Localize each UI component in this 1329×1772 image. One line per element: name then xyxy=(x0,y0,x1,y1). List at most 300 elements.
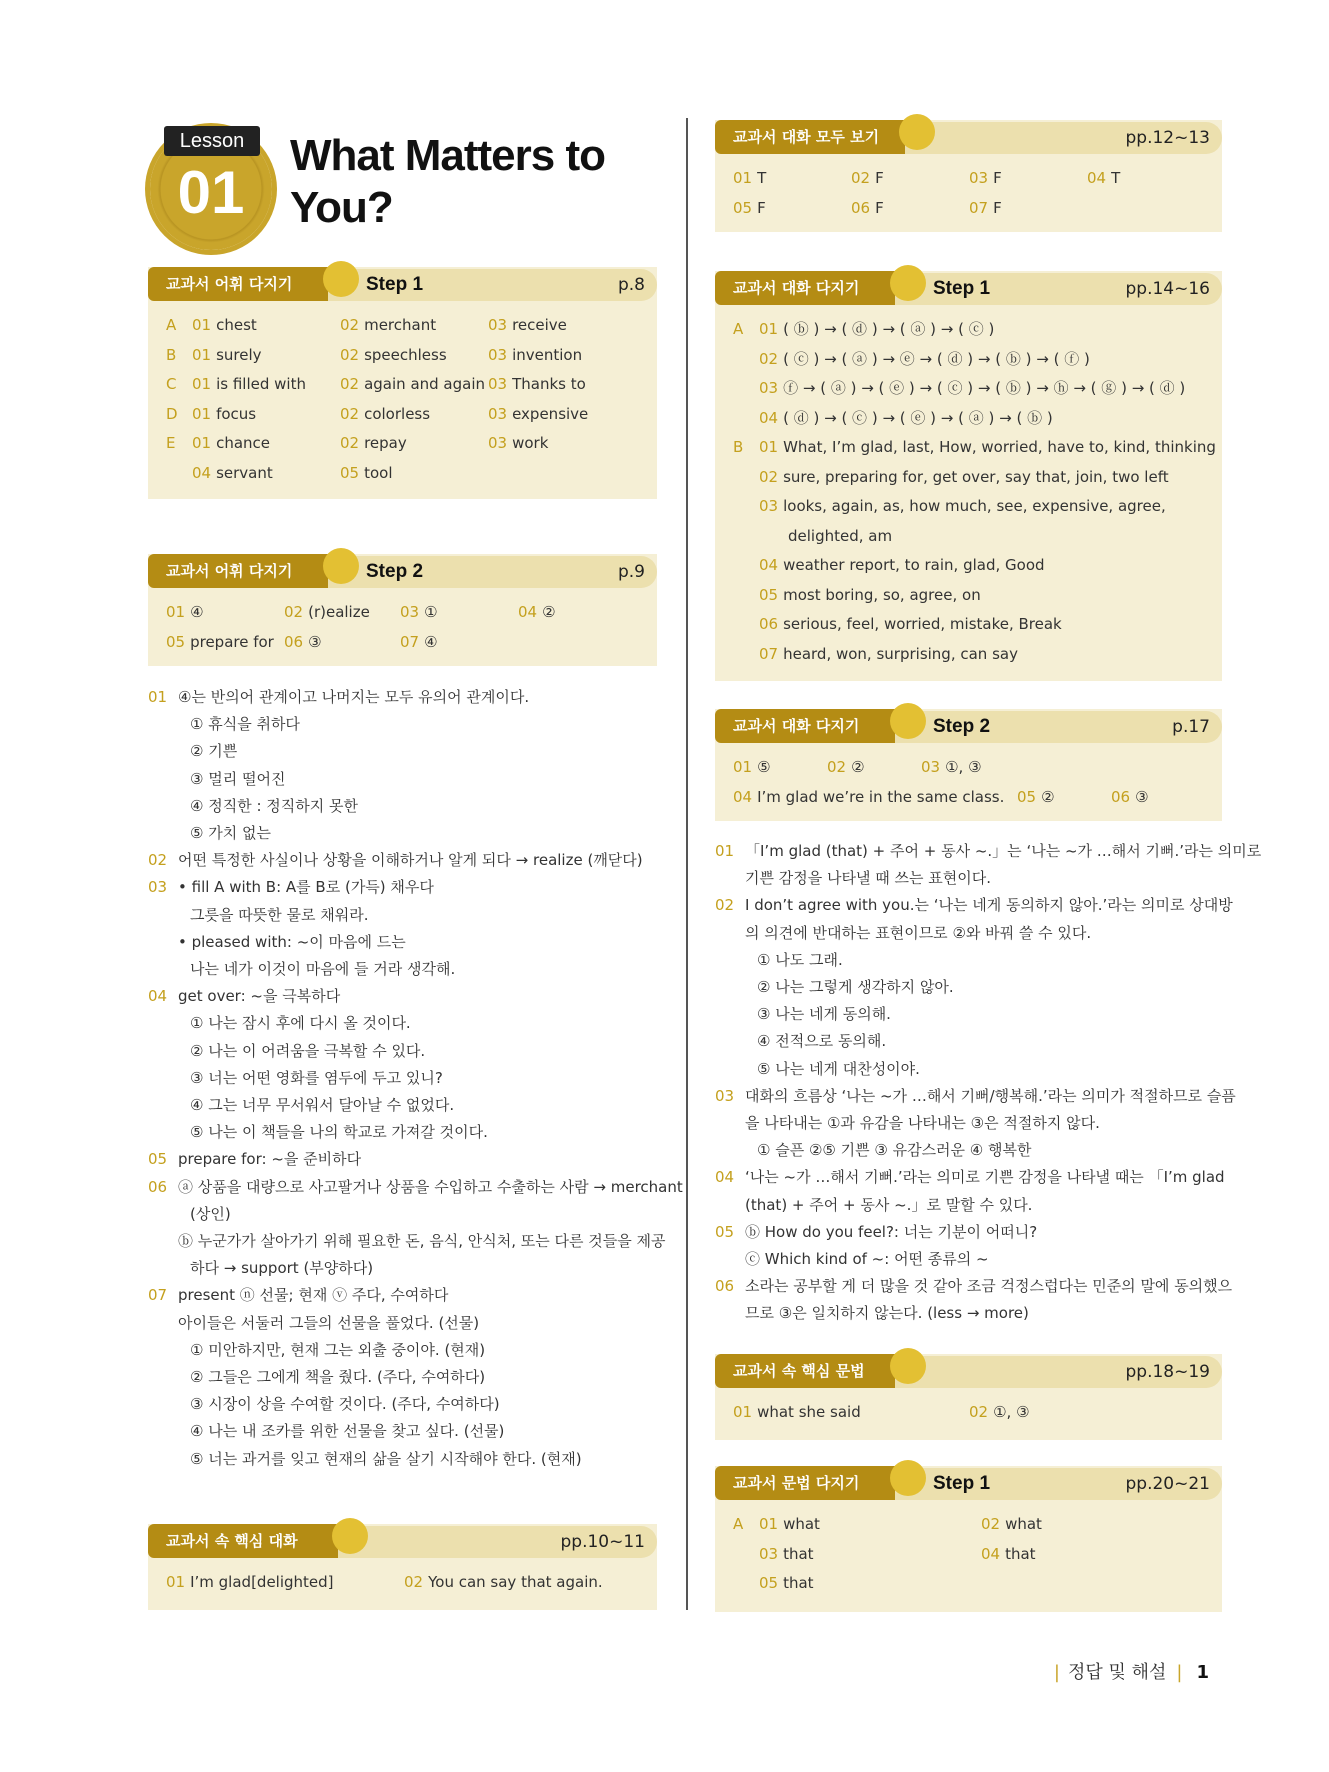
answer-item xyxy=(166,628,274,658)
answer-text: servant xyxy=(216,463,273,482)
answer-text: heard, won, surprising, can say xyxy=(783,644,1018,663)
answer-number: 05 xyxy=(1017,787,1037,806)
answer-text: work xyxy=(512,434,549,452)
footer-label: 정답 및 해설 xyxy=(1068,1662,1167,1683)
answer-item xyxy=(404,1568,603,1598)
page-ref: p.9 xyxy=(617,562,645,582)
answer-number: 04 xyxy=(1087,169,1107,187)
answer-row xyxy=(715,1510,1222,1540)
header-dot xyxy=(890,265,926,301)
answer-text: serious, feel, worried, mistake, Break xyxy=(783,615,1062,633)
answer-number: 06 xyxy=(284,632,304,651)
explanation-text: ① 나도 그래. xyxy=(757,950,843,969)
section-header xyxy=(148,554,657,590)
answer-row xyxy=(715,522,1222,552)
answer-row xyxy=(715,374,1222,404)
explanation-text: ② 나는 이 어려움을 극복할 수 있다. xyxy=(190,1041,426,1060)
answer-row xyxy=(715,345,1222,375)
header-dot xyxy=(332,1518,368,1554)
answer-item xyxy=(759,374,1185,404)
explanation-text: ⑤ 가치 없는 xyxy=(190,824,271,843)
answer-number: 03 xyxy=(488,345,508,364)
explanation-text: ① 휴식을 취하다 xyxy=(190,715,300,734)
explanation-line xyxy=(148,1418,658,1445)
answer-text: F xyxy=(993,169,1002,187)
answer-item xyxy=(192,341,262,371)
answer-number: 01 xyxy=(733,1403,753,1421)
dialog-step2-section xyxy=(715,709,1222,821)
answer-number: 01 xyxy=(759,1515,779,1533)
answer-row xyxy=(715,1540,1222,1570)
explanation-text: ⓑ 누군가가 살아가기 위해 필요한 돈, 음식, 안식처, 또는 다른 것들을 제공 xyxy=(178,1232,666,1251)
vocab-step1-answers xyxy=(148,303,657,498)
answer-item xyxy=(1017,783,1055,813)
explanation-line xyxy=(148,1282,658,1309)
explanation-line xyxy=(715,974,1223,1001)
column-divider xyxy=(686,118,688,1610)
explanation-text: 의 의견에 반대하는 표현이므로 ②와 바꿔 쓸 수 있다. xyxy=(745,923,1092,942)
answer-item xyxy=(733,194,766,224)
explanation-text: prepare for: ~을 준비하다 xyxy=(178,1150,362,1169)
explanation-line xyxy=(148,874,658,901)
answer-number: 02 xyxy=(340,375,360,393)
answer-text: that xyxy=(783,1544,814,1563)
grammar-step1-section xyxy=(715,1466,1222,1612)
answer-item xyxy=(488,429,548,459)
answer-row xyxy=(715,551,1222,581)
answer-item xyxy=(783,522,892,552)
dialog-step1-answers xyxy=(715,307,1222,679)
footer-divider: | xyxy=(1176,1662,1183,1683)
answer-number: 03 xyxy=(400,603,420,621)
answer-row xyxy=(715,753,1222,783)
answer-item xyxy=(400,628,438,658)
answer-number: 01 xyxy=(192,375,212,393)
step-label: Step 1 xyxy=(933,1473,991,1494)
answer-number: 01 xyxy=(192,434,212,452)
answer-text: speechless xyxy=(364,345,447,364)
explanation-line xyxy=(715,1001,1223,1028)
answer-item xyxy=(192,370,306,400)
explanation-line xyxy=(715,1300,1223,1327)
explanation-line xyxy=(148,793,658,820)
explanation-line xyxy=(148,1201,658,1228)
explanation-line xyxy=(148,902,658,929)
answer-number: 05 xyxy=(340,463,360,482)
grammar-core-answers xyxy=(715,1390,1222,1438)
explanation-text: ⑤ 나는 네게 대찬성이야. xyxy=(757,1059,920,1078)
page-number: 1 xyxy=(1196,1662,1209,1683)
answer-item xyxy=(340,311,436,341)
vocab-explanations xyxy=(148,684,683,1473)
answer-number: 02 xyxy=(851,169,871,187)
answer-item xyxy=(284,628,322,658)
answer-row xyxy=(148,459,657,489)
answer-text: what she said xyxy=(757,1403,861,1421)
answer-text: I’m glad[delighted] xyxy=(190,1573,334,1591)
answer-text: ( ⓒ ) → ( ⓐ ) → ⓔ → ( ⓓ ) → ( ⓑ ) → ( ⓕ ) xyxy=(783,349,1090,368)
answer-number: 04 xyxy=(981,1544,1001,1563)
answer-text: that xyxy=(1005,1544,1036,1563)
answer-number: 02 xyxy=(340,345,360,364)
answer-item xyxy=(759,551,1045,581)
explanation-text: ⑤ 너는 과거를 잊고 현재의 삶을 살기 시작해야 한다. (현재) xyxy=(190,1449,582,1468)
answer-text: ④ xyxy=(190,603,204,621)
explanation-number: 03 xyxy=(715,1086,735,1105)
answer-number: 05 xyxy=(759,585,779,604)
answer-item xyxy=(340,459,393,489)
answer-text: receive xyxy=(512,316,567,334)
explanation-text: get over: ~을 극복하다 xyxy=(178,987,341,1006)
answer-number: 03 xyxy=(969,169,989,187)
lesson-title: What Matters to You? xyxy=(290,131,605,232)
page-ref: pp.20~21 xyxy=(1125,1474,1210,1494)
explanation-line xyxy=(715,1192,1223,1219)
answer-text: ① xyxy=(424,603,438,621)
answer-item xyxy=(759,492,1166,522)
answer-number: 06 xyxy=(851,198,871,217)
explanation-text: 아이들은 서둘러 그들의 선물을 풀었다. (선물) xyxy=(178,1313,480,1332)
answer-row xyxy=(148,311,657,341)
explanation-line xyxy=(148,1119,658,1146)
explanation-line xyxy=(715,1164,1223,1191)
answer-item xyxy=(827,753,865,783)
answer-text: prepare for xyxy=(190,632,274,651)
answer-number: 01 xyxy=(759,438,779,456)
answer-text: You can say that again. xyxy=(428,1573,603,1591)
section-tab: 교과서 대화 다지기 xyxy=(715,271,895,305)
answer-number: 01 xyxy=(733,758,753,776)
explanation-line xyxy=(715,1110,1223,1137)
explanation-line xyxy=(148,1337,658,1364)
answer-item xyxy=(759,1569,814,1599)
answer-row xyxy=(148,370,657,400)
explanation-line xyxy=(148,1092,658,1119)
explanation-line xyxy=(148,1228,666,1255)
answer-row xyxy=(715,1569,1222,1599)
explanation-text: ④ 나는 내 조카를 위한 선물을 찾고 싶다. (선물) xyxy=(190,1422,505,1441)
answer-item xyxy=(284,598,370,628)
answer-number: 02 xyxy=(759,467,779,486)
dialog-step2-answers xyxy=(715,745,1222,822)
section-header xyxy=(715,271,1222,307)
step-label: Step 2 xyxy=(933,716,991,737)
answer-item xyxy=(851,164,884,194)
grammar-step1-answers xyxy=(715,1502,1222,1609)
explanation-line xyxy=(148,1065,658,1092)
explanation-line xyxy=(715,1083,1236,1110)
explanation-number: 01 xyxy=(148,688,168,706)
vocab-step2-section xyxy=(148,554,657,666)
explanation-text: ⓐ 상품을 대량으로 사고팔거나 상품을 수입하고 수출하는 사람 → merchant xyxy=(178,1177,683,1196)
section-header xyxy=(715,1354,1222,1390)
answer-text: ③ xyxy=(308,632,322,651)
header-dot xyxy=(323,548,359,584)
answer-row xyxy=(715,404,1222,434)
explanation-line xyxy=(715,838,1262,865)
answer-item xyxy=(759,1510,820,1540)
section-tab: 교과서 대화 모두 보기 xyxy=(715,120,905,154)
answer-number: 02 xyxy=(404,1573,424,1591)
answer-item xyxy=(759,640,1018,670)
answer-number: 01 xyxy=(192,316,212,334)
answer-number: 05 xyxy=(166,632,186,651)
explanation-line xyxy=(148,1010,658,1037)
answer-row xyxy=(715,433,1222,463)
explanation-line xyxy=(715,1273,1233,1300)
explanation-line xyxy=(148,820,658,847)
answer-item xyxy=(340,341,447,371)
answer-row xyxy=(715,194,1222,224)
answer-item xyxy=(759,433,1216,463)
dialog-core-answers xyxy=(148,1560,657,1608)
explanation-text: ③ 너는 어떤 영화를 염두에 두고 있니? xyxy=(190,1068,443,1087)
answer-row xyxy=(148,628,657,658)
explanation-number: 05 xyxy=(715,1222,735,1241)
explanation-number: 03 xyxy=(148,878,168,897)
explanation-text: 「I’m glad (that) + 주어 + 동사 ~.」는 ‘나는 ~가 …해서 기뻐.’라는 의미로 xyxy=(745,842,1262,860)
answer-text: is filled with xyxy=(216,375,306,393)
explanation-text: 어떤 특정한 사실이나 상황을 이해하거나 알게 되다 → realize (깨닫다) xyxy=(178,851,643,870)
answer-row xyxy=(715,783,1222,813)
answer-text: surely xyxy=(216,345,262,364)
answer-text: ⓕ → ( ⓐ ) → ( ⓔ ) → ( ⓒ ) → ( ⓑ ) → ⓗ → ( ⓖ ) → ( ⓓ ) xyxy=(783,379,1186,397)
answer-text: again and again xyxy=(364,375,486,393)
explanation-line xyxy=(715,1219,1223,1246)
answer-number: 02 xyxy=(981,1515,1001,1533)
explanation-line xyxy=(148,1174,683,1201)
answer-item xyxy=(488,370,586,400)
section-header xyxy=(148,267,657,303)
answer-number: 03 xyxy=(488,375,508,393)
answer-item xyxy=(921,753,982,783)
answer-text: merchant xyxy=(364,316,437,334)
answer-text: weather report, to rain, glad, Good xyxy=(783,556,1045,574)
explanation-text: I don’t agree with you.는 ‘나는 네게 동의하지 않아.’라는 의미로 상대방 xyxy=(745,896,1233,915)
answer-number: 03 xyxy=(759,379,779,397)
answer-number: 04 xyxy=(518,603,538,621)
explanation-line xyxy=(148,766,658,793)
explanation-line xyxy=(148,1255,658,1282)
page-ref: pp.12~13 xyxy=(1125,128,1210,148)
header-dot xyxy=(899,114,935,150)
answer-number: 03 xyxy=(488,434,508,452)
answer-text: chance xyxy=(216,434,271,452)
answer-text: What, I’m glad, last, How, worried, have to, kind, thinking xyxy=(783,438,1216,456)
answer-number: 03 xyxy=(759,497,779,515)
answer-item xyxy=(488,311,567,341)
answer-item xyxy=(759,1540,814,1570)
answer-item xyxy=(981,1540,1036,1570)
answer-row xyxy=(715,640,1222,670)
explanation-text: ① 슬픈 ②⑤ 기쁜 ③ 유감스러운 ④ 행복한 xyxy=(757,1141,1032,1160)
explanation-text: ④ 전적으로 동의해. xyxy=(757,1032,887,1051)
answer-number: 07 xyxy=(759,644,779,663)
page-ref: p.8 xyxy=(617,275,645,295)
explanation-line xyxy=(148,684,658,711)
vocab-step2-answers xyxy=(148,590,657,667)
answer-number: 03 xyxy=(488,404,508,423)
answer-text: repay xyxy=(364,434,407,452)
answer-number: 02 xyxy=(340,404,360,423)
answer-text: I’m glad we’re in the same class. xyxy=(757,787,1005,806)
answer-item xyxy=(1087,164,1120,194)
answer-item xyxy=(733,753,771,783)
answer-item xyxy=(518,628,523,658)
answer-text: Thanks to xyxy=(512,375,586,393)
explanation-text: • pleased with: ~이 마음에 드는 xyxy=(178,932,406,951)
answer-number: 01 xyxy=(733,169,753,187)
answer-item xyxy=(340,429,407,459)
header-dot xyxy=(890,703,926,739)
answer-text: delighted, am xyxy=(788,526,893,545)
section-header xyxy=(715,120,1222,156)
dialog-core-section xyxy=(148,1524,657,1610)
explanation-text: 소라는 공부할 게 더 많을 것 같아 조금 걱정스럽다는 민준의 말에 동의했으 xyxy=(745,1277,1233,1296)
answer-number: 05 xyxy=(759,1574,779,1592)
answer-number: 04 xyxy=(759,556,779,574)
answer-number: 02 xyxy=(759,349,779,368)
answer-row xyxy=(715,463,1222,493)
answer-number: 01 xyxy=(192,404,212,423)
explanation-line xyxy=(148,983,658,1010)
answer-item xyxy=(166,598,204,628)
explanation-text: ⑤ 나는 이 책들을 나의 학교로 가져갈 것이다. xyxy=(190,1123,488,1142)
page-ref: p.17 xyxy=(1172,717,1210,737)
page-footer xyxy=(1054,1658,1209,1684)
answer-text: that xyxy=(783,1574,814,1592)
section-tab: 교과서 어휘 다지기 xyxy=(148,267,328,301)
explanation-line xyxy=(148,847,658,874)
answer-text: sure, preparing for, get over, say that, join, two left xyxy=(783,467,1169,486)
explanation-line xyxy=(715,1246,1223,1273)
explanation-text: ‘나는 ~가 …해서 기뻐.’라는 의미로 기쁜 감정을 나타낼 때는 「I’m glad xyxy=(745,1168,1225,1187)
header-dot xyxy=(890,1460,926,1496)
answer-number: 06 xyxy=(759,615,779,633)
explanation-text: ④는 반의어 관계이고 나머지는 모두 유의어 관계이다. xyxy=(178,688,530,706)
answer-number: 01 xyxy=(759,320,779,338)
header-dot xyxy=(890,1348,926,1384)
lesson-tag: Lesson xyxy=(164,126,260,156)
explanation-text: ② 그들은 그에게 책을 줬다. (주다, 수여하다) xyxy=(190,1368,486,1387)
page-ref: pp.14~16 xyxy=(1125,279,1210,299)
explanation-text: ④ 정직한 : 정직하지 못한 xyxy=(190,796,358,815)
explanation-line xyxy=(715,892,1233,919)
answer-number: 05 xyxy=(733,198,753,217)
explanation-text: ② 나는 그렇게 생각하지 않아. xyxy=(757,978,954,997)
answer-text: expensive xyxy=(512,404,589,423)
answer-text: ( ⓓ ) → ( ⓒ ) → ( ⓔ ) → ( ⓐ ) → ( ⓑ ) xyxy=(783,408,1053,427)
answer-letter: C xyxy=(166,375,177,393)
explanation-number: 06 xyxy=(148,1177,168,1196)
answer-text: chest xyxy=(216,316,257,334)
explanation-number: 02 xyxy=(148,851,168,870)
explanation-line xyxy=(148,1038,658,1065)
answer-number: 01 xyxy=(166,1573,186,1591)
answer-text: invention xyxy=(512,345,583,364)
answer-text: most boring, so, agree, on xyxy=(783,585,981,604)
explanation-text: 대화의 흐름상 ‘나는 ~가 …해서 기뻐/행복해.’라는 의미가 적절하므로 슬픔 xyxy=(745,1086,1236,1105)
answer-text: ①, ③ xyxy=(993,1403,1030,1421)
explanation-line xyxy=(715,947,1223,974)
explanation-text: (that) + 주어 + 동사 ~.」로 말할 수 있다. xyxy=(745,1195,1033,1214)
section-tab: 교과서 대화 다지기 xyxy=(715,709,895,743)
answer-item xyxy=(340,400,430,430)
explanation-number: 02 xyxy=(715,896,735,915)
answer-item xyxy=(759,404,1053,434)
step-label: Step 1 xyxy=(366,274,424,295)
explanation-text: ② 기쁜 xyxy=(190,742,238,761)
answer-text: ( ⓑ ) → ( ⓓ ) → ( ⓐ ) → ( ⓒ ) xyxy=(783,320,995,338)
answer-item xyxy=(166,1568,334,1598)
answer-item xyxy=(969,164,1002,194)
answer-item xyxy=(981,1510,1042,1540)
answer-item xyxy=(340,370,485,400)
answer-number: 01 xyxy=(166,603,186,621)
answer-text: F xyxy=(757,198,766,217)
dialog-step1-section xyxy=(715,271,1222,681)
step-label: Step 1 xyxy=(933,278,991,299)
answer-item xyxy=(759,315,994,345)
answer-letter: A xyxy=(733,320,744,338)
answer-text: what xyxy=(783,1515,820,1533)
answer-text: F xyxy=(875,169,884,187)
answer-item xyxy=(733,164,766,194)
answer-text: ③ xyxy=(1135,787,1149,806)
section-header xyxy=(715,1466,1222,1502)
answer-text: ⑤ xyxy=(757,758,771,776)
answer-item xyxy=(488,459,493,489)
answer-number: 02 xyxy=(340,316,360,334)
answer-text: focus xyxy=(216,404,257,423)
section-tab: 교과서 어휘 다지기 xyxy=(148,554,328,588)
answer-item xyxy=(969,194,1002,224)
answer-letter: D xyxy=(166,404,178,423)
section-header xyxy=(148,1524,657,1560)
section-header xyxy=(715,709,1222,745)
answer-item xyxy=(851,194,884,224)
answer-text: ④ xyxy=(424,632,438,651)
answer-item xyxy=(759,610,1062,640)
answer-number: 02 xyxy=(969,1403,989,1421)
answer-row xyxy=(148,341,657,371)
section-tab: 교과서 속 핵심 대화 xyxy=(148,1524,338,1558)
explanation-text: ③ 시장이 상을 수여할 것이다. (주다, 수여하다) xyxy=(190,1395,500,1414)
explanation-text: 기쁜 감정을 나타낼 때 쓰는 표현이다. xyxy=(745,869,991,888)
header-dot xyxy=(323,261,359,297)
explanation-text: present ⓝ 선물; 현재 ⓥ 주다, 수여하다 xyxy=(178,1286,449,1305)
step-label: Step 2 xyxy=(366,561,424,582)
answer-number: 04 xyxy=(192,463,212,482)
grammar-core-section xyxy=(715,1354,1222,1440)
lesson-badge xyxy=(150,128,272,250)
explanation-line xyxy=(148,929,658,956)
answer-text: what xyxy=(1005,1515,1042,1533)
answer-row xyxy=(715,1398,1222,1428)
answer-item xyxy=(192,311,257,341)
answer-text: T xyxy=(757,169,767,187)
explanation-line xyxy=(148,1446,658,1473)
answer-letter: B xyxy=(733,438,744,456)
explanation-line xyxy=(715,1056,1223,1083)
answer-item xyxy=(759,581,981,611)
explanation-text: (상인) xyxy=(190,1204,231,1223)
explanation-text: ① 나는 잠시 후에 다시 올 것이다. xyxy=(190,1014,411,1033)
answer-text: tool xyxy=(364,463,393,482)
answer-letter: E xyxy=(166,434,176,452)
answer-item xyxy=(488,341,582,371)
explanation-number: 07 xyxy=(148,1286,168,1305)
